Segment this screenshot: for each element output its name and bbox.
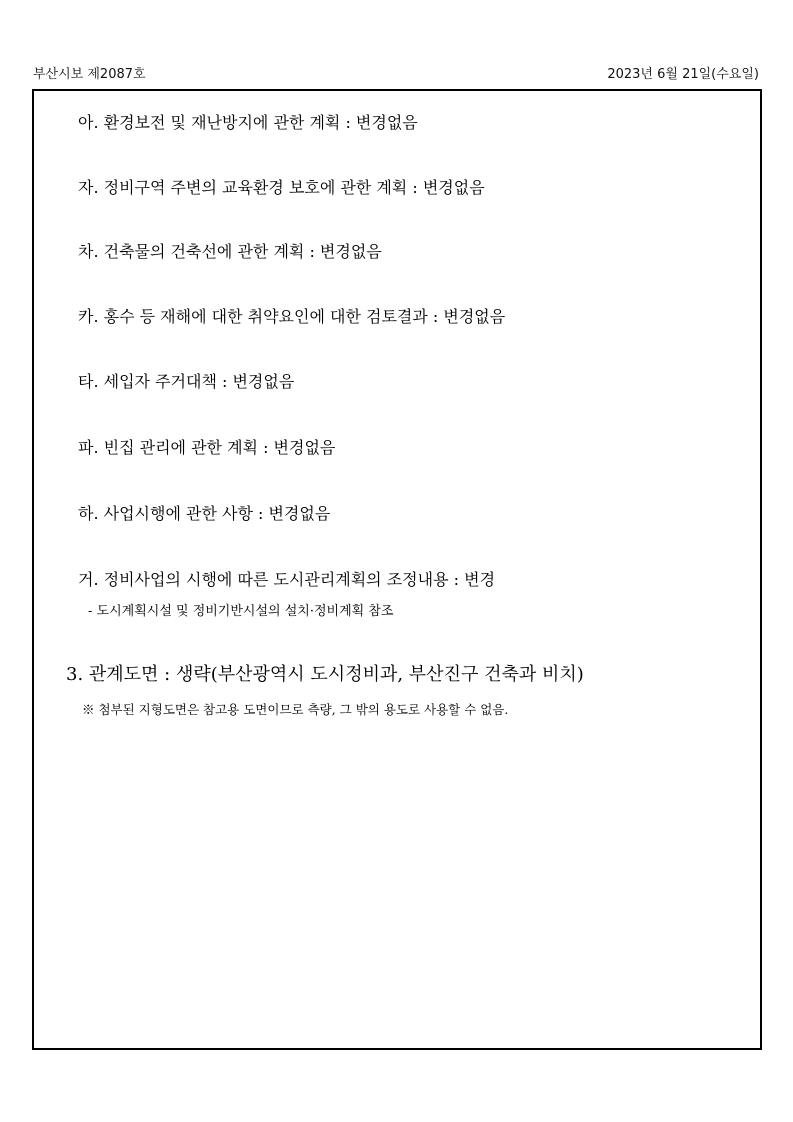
section-drawings: 3. 관계도면 : 생략(부산광역시 도시정비과, 부산진구 건축과 비치) — [66, 664, 584, 685]
item-flood-review: 카. 홍수 등 재해에 대한 취약요인에 대한 검토결과 : 변경없음 — [78, 307, 506, 326]
item-vacant-house: 파. 빈집 관리에 관한 계획 : 변경없음 — [78, 438, 336, 457]
item-urban-plan: 거. 정비사업의 시행에 따른 도시관리계획의 조정내용 : 변경 — [78, 570, 496, 589]
item-building-line: 차. 건축물의 건축선에 관한 계획 : 변경없음 — [78, 242, 382, 261]
item-tenant: 타. 세입자 주거대책 : 변경없음 — [78, 372, 295, 391]
drawing-note: ※ 첨부된 지형도면은 참고용 도면이므로 측량, 그 밖의 용도로 사용할 수 없음. — [82, 702, 509, 717]
item-environment: 아. 환경보전 및 재난방지에 관한 계획 : 변경없음 — [78, 113, 418, 132]
header-publication: 부산시보 제2087호 — [33, 67, 146, 82]
item-education: 자. 정비구역 주변의 교육환경 보호에 관한 계획 : 변경없음 — [78, 178, 485, 197]
item-project: 하. 사업시행에 관한 사항 : 변경없음 — [78, 504, 331, 523]
header-date: 2023년 6월 21일(수요일) — [607, 67, 759, 82]
item-urban-plan-sub: - 도시계획시설 및 정비기반시설의 설치·정비계획 참조 — [88, 604, 394, 619]
